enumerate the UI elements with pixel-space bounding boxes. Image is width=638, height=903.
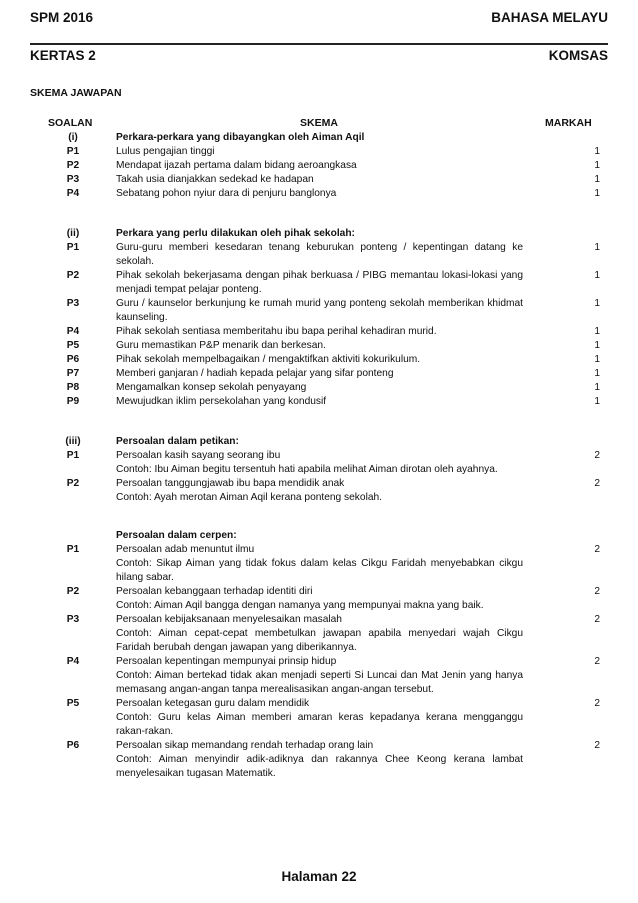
- mark-value: 2: [594, 450, 600, 461]
- answer-text: Persoalan kepentingan mempunyai prinsip hidup: [116, 656, 337, 667]
- mark-value: 1: [594, 174, 600, 185]
- answer-row: [30, 655, 608, 669]
- mark-value: 2: [594, 586, 600, 597]
- question-label: P2: [66, 160, 80, 171]
- answer-text: Persoalan dalam cerpen:: [116, 530, 237, 541]
- answer-text: Persoalan kasih sayang seorang ibu: [116, 450, 281, 461]
- question-label: P9: [66, 396, 80, 407]
- answer-row: [30, 395, 608, 409]
- answer-text: Guru-guru memberi kesedaran tenang keburukan ponteng / kepentingan datang ke sekolah.: [116, 242, 523, 267]
- answer-text: Sebatang pohon nyiur dara di penjuru banglonya: [116, 188, 337, 199]
- answer-row: [30, 269, 608, 297]
- question-label: P6: [66, 354, 80, 365]
- column-header-skema: SKEMA: [300, 117, 338, 129]
- answer-text: Pihak sekolah bekerjasama dengan pihak berkuasa / PIBG memantau lokasi-lokasi yang menjadi tempat pelajar ponteng.: [116, 270, 523, 295]
- page-title: SKEMA JAWAPAN: [30, 87, 122, 99]
- answer-row: [30, 325, 608, 339]
- mark-value: 2: [594, 544, 600, 555]
- answer-text: Persoalan tanggungjawab ibu bapa mendidik anak: [116, 478, 345, 489]
- subject-name: BAHASA MELAYU: [491, 10, 608, 25]
- mark-value: [523, 435, 608, 449]
- question-label: P2: [66, 478, 80, 489]
- mark-value: [523, 131, 608, 145]
- answer-section: [30, 227, 608, 409]
- mark-value: 1: [594, 188, 600, 199]
- answer-row: [30, 187, 608, 201]
- answer-text: Mengamalkan konsep sekolah penyayang: [116, 382, 307, 393]
- question-label: P5: [66, 340, 80, 351]
- answer-row: [30, 297, 608, 325]
- section-heading-row: [30, 131, 608, 145]
- answer-row: [30, 669, 608, 697]
- answer-row: [30, 339, 608, 353]
- answer-text: Contoh: Aiman menyindir adik-adiknya dan rakannya Chee Keong kerana lambat menyelesaikan tugasan Matematik.: [116, 754, 523, 779]
- mark-value: [523, 753, 608, 781]
- mark-value: [523, 711, 608, 739]
- answer-section: [30, 529, 608, 781]
- mark-value: 1: [594, 146, 600, 157]
- answer-row: [30, 627, 608, 655]
- answer-row: [30, 585, 608, 599]
- question-label: P4: [66, 326, 80, 337]
- answer-text: Mewujudkan iklim persekolahan yang kondusif: [116, 396, 327, 407]
- answer-section: [30, 131, 608, 201]
- answer-row: [30, 613, 608, 627]
- answer-row: [30, 241, 608, 269]
- question-label: [30, 753, 116, 781]
- paper-number: KERTAS 2: [30, 48, 96, 63]
- mark-value: 1: [594, 396, 600, 407]
- question-label: P8: [66, 382, 80, 393]
- question-label: P1: [66, 544, 80, 555]
- question-label: P3: [66, 174, 80, 185]
- question-label: [30, 463, 116, 477]
- question-label: [30, 491, 116, 505]
- answer-text: Persoalan kebanggaan terhadap identiti diri: [116, 586, 313, 597]
- answer-text: Persoalan adab menuntut ilmu: [116, 544, 255, 555]
- answer-text: Mendapat ijazah pertama dalam bidang aeroangkasa: [116, 160, 357, 171]
- question-label: P6: [66, 740, 80, 751]
- section-heading-row: [30, 435, 608, 449]
- question-label: (i): [68, 132, 78, 143]
- mark-value: 2: [594, 656, 600, 667]
- answer-row: [30, 711, 608, 739]
- question-label: P3: [66, 298, 80, 309]
- answer-row: [30, 159, 608, 173]
- mark-value: 2: [594, 698, 600, 709]
- question-label: [30, 669, 116, 697]
- section-spacer: [30, 409, 608, 435]
- mark-value: 1: [594, 382, 600, 393]
- answer-row: [30, 145, 608, 159]
- question-label: P5: [66, 698, 80, 709]
- answer-row: [30, 697, 608, 711]
- answer-text: Contoh: Sikap Aiman yang tidak fokus dalam kelas Cikgu Faridah menyebabkan cikgu hilang sabar.: [116, 558, 523, 583]
- question-label: P4: [66, 656, 80, 667]
- mark-value: 2: [594, 614, 600, 625]
- mark-value: 1: [594, 160, 600, 171]
- answer-row: [30, 599, 608, 613]
- mark-value: 2: [594, 478, 600, 489]
- question-label: [30, 557, 116, 585]
- paper-component: KOMSAS: [548, 48, 608, 63]
- answer-text: Perkara yang perlu dilakukan oleh pihak sekolah:: [116, 228, 355, 239]
- mark-value: [523, 529, 608, 543]
- question-label: [30, 627, 116, 655]
- mark-value: 1: [594, 326, 600, 337]
- answer-text: Takah usia dianjakkan sedekad ke hadapan: [116, 174, 314, 185]
- answer-row: [30, 367, 608, 381]
- answer-text: Contoh: Ibu Aiman begitu tersentuh hati apabila melihat Aiman dirotan oleh ayahnya.: [116, 464, 498, 475]
- mark-value: [523, 599, 608, 613]
- column-header-markah: MARKAH: [545, 117, 592, 129]
- mark-value: [523, 669, 608, 697]
- answer-text: Pihak sekolah sentiasa memberitahu ibu bapa perihal kehadiran murid.: [116, 326, 437, 337]
- question-label: [30, 711, 116, 739]
- answer-row: [30, 353, 608, 367]
- page-number: Halaman 22: [281, 869, 357, 884]
- header-divider: [30, 43, 608, 45]
- answer-text: Contoh: Aiman bertekad tidak akan menjadi seperti Si Luncai dan Mat Jenin yang hanya memasang angan-angan tanpa merealisasikan angan-angan tersebut.: [116, 670, 523, 695]
- answer-text: Persoalan dalam petikan:: [116, 436, 239, 447]
- answer-scheme-table: [30, 131, 608, 781]
- answer-row: [30, 753, 608, 781]
- mark-value: 1: [594, 298, 600, 309]
- question-label: P2: [66, 586, 80, 597]
- answer-text: Guru / kaunselor berkunjung ke rumah murid yang ponteng sekolah memberikan khidmat kaunseling.: [116, 298, 523, 323]
- answer-text: Contoh: Aiman cepat-cepat membetulkan jawapan apabila menyedari wajah Cikgu Faridah berubah dengan jawapan yang diberikannya.: [116, 628, 523, 653]
- section-spacer: [30, 505, 608, 529]
- answer-text: Persoalan sikap memandang rendah terhadap orang lain: [116, 740, 374, 751]
- mark-value: [523, 627, 608, 655]
- question-label: P2: [66, 270, 80, 281]
- answer-section: [30, 435, 608, 505]
- question-label: [30, 529, 116, 543]
- mark-value: 1: [594, 340, 600, 351]
- mark-value: 1: [594, 270, 600, 281]
- mark-value: [523, 491, 608, 505]
- question-label: [30, 599, 116, 613]
- column-header-soalan: SOALAN: [48, 117, 93, 129]
- mark-value: [523, 463, 608, 477]
- mark-value: 1: [594, 368, 600, 379]
- section-heading-row: [30, 529, 608, 543]
- answer-text: Persoalan ketegasan guru dalam mendidik: [116, 698, 310, 709]
- answer-text: Persoalan kebijaksanaan menyelesaikan masalah: [116, 614, 342, 625]
- answer-row: [30, 557, 608, 585]
- answer-row: [30, 173, 608, 187]
- answer-row: [30, 381, 608, 395]
- answer-row: [30, 543, 608, 557]
- mark-value: 1: [594, 354, 600, 365]
- question-label: P4: [66, 188, 80, 199]
- answer-text: Pihak sekolah mempelbagaikan / mengaktifkan aktiviti kokurikulum.: [116, 354, 421, 365]
- answer-row: [30, 449, 608, 463]
- answer-text: Lulus pengajian tinggi: [116, 146, 215, 157]
- section-spacer: [30, 201, 608, 227]
- answer-text: Contoh: Aiman Aqil bangga dengan namanya yang mempunyai makna yang baik.: [116, 600, 484, 611]
- answer-text: Guru memastikan P&P menarik dan berkesan.: [116, 340, 326, 351]
- section-heading-row: [30, 227, 608, 241]
- mark-value: [523, 557, 608, 585]
- answer-text: Contoh: Guru kelas Aiman memberi amaran keras kepadanya kerana mengganggu rakan-rakan.: [116, 712, 523, 737]
- question-label: P1: [66, 242, 80, 253]
- question-label: (iii): [65, 436, 81, 447]
- question-label: P1: [66, 450, 80, 461]
- exam-year: SPM 2016: [30, 10, 94, 25]
- answer-row: [30, 477, 608, 491]
- mark-value: 1: [594, 242, 600, 253]
- answer-row: [30, 463, 608, 477]
- mark-value: [523, 227, 608, 241]
- answer-text: Contoh: Ayah merotan Aiman Aqil kerana ponteng sekolah.: [116, 492, 382, 503]
- question-label: P1: [66, 146, 80, 157]
- mark-value: 2: [594, 740, 600, 751]
- question-label: (ii): [66, 228, 80, 239]
- answer-row: [30, 491, 608, 505]
- question-label: P7: [66, 368, 80, 379]
- answer-row: [30, 739, 608, 753]
- answer-text: Memberi ganjaran / hadiah kepada pelajar yang sifar ponteng: [116, 368, 394, 379]
- question-label: P3: [66, 614, 80, 625]
- answer-text: Perkara-perkara yang dibayangkan oleh Aiman Aqil: [116, 132, 365, 143]
